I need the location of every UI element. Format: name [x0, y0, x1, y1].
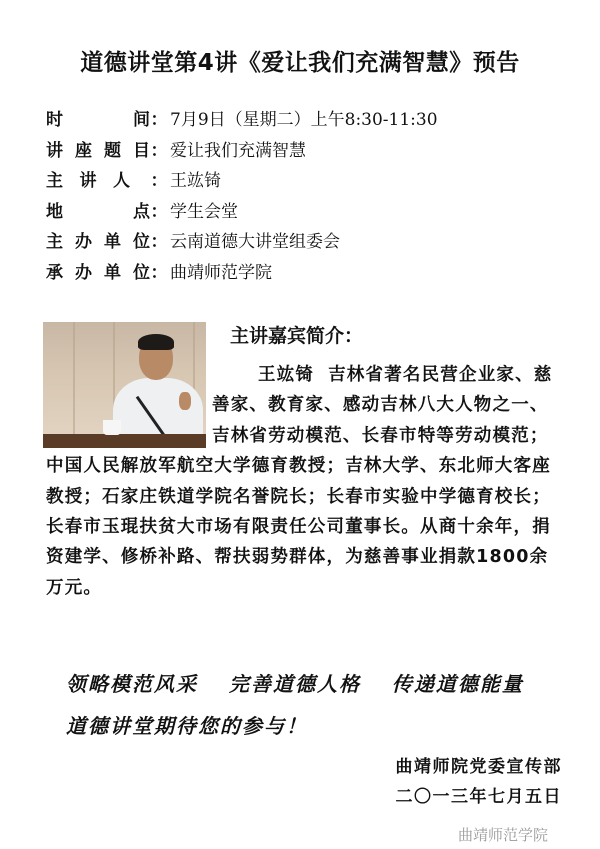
page-title: 道德讲堂第4讲《爱让我们充满智慧》预告: [80, 50, 520, 76]
watermark-text: 曲靖师范学院: [457, 826, 548, 844]
bio-heading: 主讲嘉宾简介：: [230, 325, 364, 347]
info-value-speaker: 王竑锜: [170, 171, 221, 191]
info-key: [46, 169, 130, 200]
info-key-char: 主: [46, 232, 63, 252]
speaker-name: 王竑锜: [258, 365, 315, 385]
info-key: [46, 230, 150, 261]
info-key-char: 题: [104, 140, 121, 161]
signature-date: 二〇一三年七月五日: [395, 787, 562, 807]
info-key-char: 座: [75, 140, 92, 161]
info-key-char: 承: [46, 262, 63, 283]
info-key-char: 位: [133, 262, 150, 283]
info-key: [46, 108, 150, 139]
bio-text: 吉林省著名民营企业家、慈善家、教育家、感动吉林八大人物之一、吉林省劳动模范、长春市特等劳动模范；中国人民解放军航空大学德育教授；吉林大学、东北师大客座教授；石家庄铁道学院名誉院长；长春市实验中学德育校长；长春市玉琨扶贫大市场有限责任公司董事长。从商十余年，捐资建学、修桥补路、帮扶弱势群体，为慈善事业捐款1800余万元。: [46, 365, 553, 598]
info-row-speaker: [46, 169, 438, 200]
info-value-time: 7月9日（星期二）上午8:30-11:30: [170, 110, 438, 130]
info-key-char: 间: [133, 110, 150, 130]
info-row-topic: [46, 139, 438, 170]
info-key-char: 地: [46, 201, 63, 222]
signature-org: 曲靖师院党委宣传部: [395, 757, 562, 777]
info-key-char: 位: [133, 232, 150, 252]
info-key-char: 点: [133, 201, 150, 222]
info-value-venue: 学生会堂: [170, 201, 238, 222]
slogan-line-2: 道德讲堂期待您的参与！: [66, 714, 308, 738]
info-colon: ：: [150, 262, 168, 283]
info-row-venue: [46, 200, 438, 231]
info-key-char: 讲: [79, 171, 97, 191]
info-colon: ：: [150, 140, 168, 161]
info-value-topic: 爱让我们充满智慧: [170, 140, 306, 161]
info-key-char: 讲: [46, 140, 63, 161]
info-colon: ：: [150, 201, 168, 222]
info-key-char: 人: [113, 171, 130, 191]
speaker-bio: [46, 360, 556, 603]
info-key-char: 单: [104, 232, 121, 252]
info-row-host: [46, 261, 438, 292]
event-info: [46, 108, 438, 291]
info-key: [46, 261, 150, 292]
info-key: [46, 200, 150, 231]
info-row-organizer: [46, 230, 438, 261]
info-key-char: 时: [46, 110, 63, 130]
info-row-time: [46, 108, 438, 139]
info-colon: ：: [150, 110, 168, 130]
info-key-char: 目: [133, 140, 150, 161]
info-value-organizer: 云南道德大讲堂组委会: [170, 232, 340, 252]
info-key-char: 单: [104, 262, 121, 283]
info-key-char: 办: [75, 262, 92, 283]
slogan-line-1: 领略模范风采 完善道德人格 传递道德能量: [66, 672, 524, 696]
info-key-char: 主: [46, 171, 63, 191]
info-colon: ：: [150, 171, 168, 191]
info-key: [46, 139, 150, 170]
info-colon: ：: [150, 232, 168, 252]
info-value-host: 曲靖师范学院: [170, 262, 272, 283]
info-key-char: 办: [75, 232, 92, 252]
